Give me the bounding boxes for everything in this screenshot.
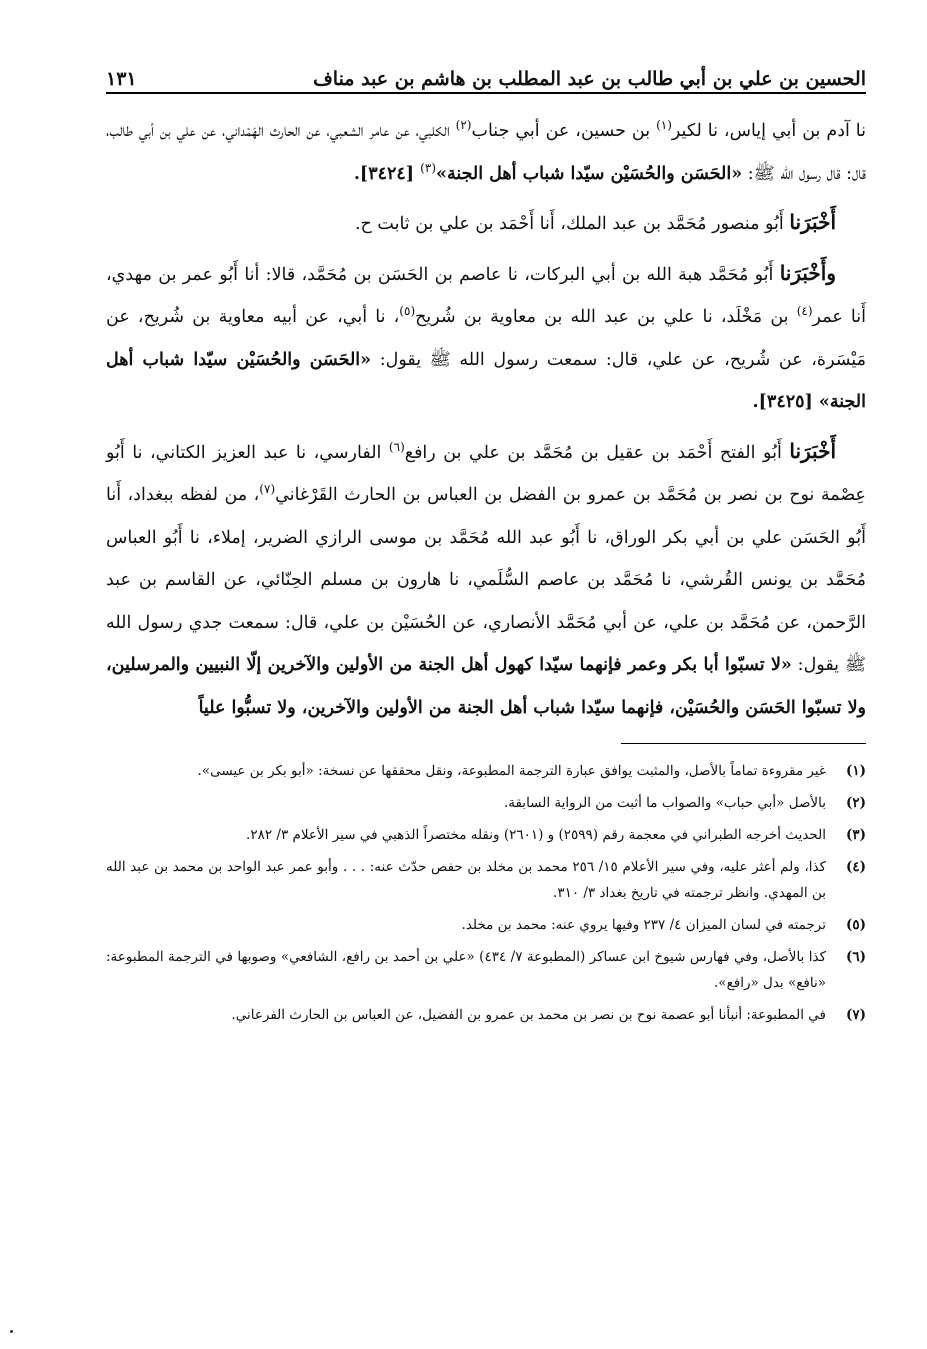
footnote-number: (٢) — [845, 795, 866, 811]
footnote-item — [106, 758, 866, 784]
footnotes — [106, 758, 866, 1028]
footnote-item — [106, 912, 866, 938]
footnote-ref-7[interactable]: (٧) — [259, 482, 276, 496]
text-run: بن حسين، عن أبي جناب — [471, 121, 657, 141]
footnote-divider — [621, 743, 866, 744]
footnote-item — [106, 790, 866, 816]
text-run: ، من لفظه ببغداد، أَنا أَبُو الحَسَن علي بن أبي بكر الوراق، نا أَبُو عبد الله مُحَمَّد بن موسى الرازي الضرير، إملاء، نا أَبُو العباس مُحَمَّد بن يونس القُرشي، نا مُحَمَّد بن عاصم السُّلَمي، نا هارون بن مسلم الحِنّائي، عن القاسم بن عبد الرَّحمن، عن مُحَمَّد بن علي، عن أبي مُحَمَّد الأنصاري، عن الحُسَيْن بن علي، قال: سمعت جدي رسول الله ﷺ يقول: — [106, 485, 866, 675]
paragraph-4 — [106, 430, 866, 730]
footnote-number: (٥) — [845, 917, 866, 933]
main-text — [106, 110, 866, 729]
footnote-text: في المطبوعة: أنبأنا أبو عصمة نوح بن نصر بن محمد بن عمرو بن الفضيل، عن العباس بن الحارث الفرعاني. — [231, 1007, 826, 1023]
footnote-ref-3[interactable]: (٣) — [420, 160, 436, 175]
keyword-akhbarana: أَخْبَرَنا — [789, 210, 836, 234]
text-run: أَبُو مُحَمَّد هبة الله بن أبي البركات، نا عاصم بن الحَسَن بن مُحَمَّد، قالا: أنا أَبُو عمر بن مهدي، أَنا عمر — [106, 264, 866, 327]
running-header — [106, 52, 866, 94]
keyword-wa-akhbarana: وأَخْبَرَنا — [779, 260, 836, 285]
footnote-text: كذا بالأصل، وفي فهارس شيوخ ابن عساكر (المطبوعة ٧/ ٤٣٤) «علي بن أحمد بن رافع، الشافعي» وصوبها في الترجمة المطبوعة: «نافع» بدل «رافع». — [106, 949, 826, 991]
footnote-number: (٧) — [845, 1007, 866, 1023]
text-run: ، نا أبي، عن أبيه معاوية بن شُريح، عن مَيْسَرة، عن شُريح، عن علي، قال: سمعت رسول الله ﷺ يقول: — [106, 307, 866, 370]
paragraph-1 — [106, 110, 866, 195]
text-run: الفارسي، نا عبد العزيز الكتاني، نا أَبُو عِصْمة نوح بن نصر بن مُحَمَّد بن عمرو بن الفضل بن العباس بن الحارث القَرْغاني — [106, 442, 866, 505]
scan-speck — [10, 1330, 13, 1333]
footnote-item — [106, 854, 866, 906]
footnote-text: غير مقروءة تماماً بالأصل، والمثبت يوافق عبارة الترجمة المطبوعة، ونقل محققها عن نسخة: «أبو بكر بن عيسى». — [197, 763, 826, 779]
hadith-number: [٣٤٢٤]. — [353, 163, 421, 184]
footnote-item — [106, 944, 866, 996]
text-run: نا آدم بن أبي إياس، نا لكير — [671, 121, 866, 141]
footnote-number: (٦) — [845, 949, 866, 965]
hadith-quote: «الحَسَن والحُسَيْن سيّدا شباب أهل الجنة» — [436, 163, 743, 184]
footnote-number: (٤) — [845, 859, 866, 875]
document-page — [106, 52, 866, 1034]
footnote-text: ترجمته في لسان الميزان ٤/ ٢٣٧ وفيها يروي عنه: محمد بن مخلد. — [461, 917, 826, 933]
footnote-item — [106, 822, 866, 848]
paragraph-2 — [106, 201, 866, 246]
page-number: ١٣١ — [106, 68, 137, 90]
text-run: الكلبي، عن عامر الشعبي، عن الحارث الهَمْداني، عن علي بن أبي طالب، قال: قال رسول الله ﷺ: — [106, 121, 866, 184]
footnote-text: بالأصل «أبي حباب» والصواب ما أثبت من الرواية السابقة. — [503, 795, 826, 811]
footnote-ref-4[interactable]: (٤) — [796, 304, 813, 318]
footnote-item — [106, 1002, 866, 1028]
footnote-ref-6[interactable]: (٦) — [388, 439, 405, 454]
hadith-quote: «لا تسبّوا أبا بكر وعمر فإنهما سيّدا كهول أهل الجنة من الأولين والآخرين إلّا النبيين والمرسلين، ولا تسبّوا الحَسَن والحُسَيْن، فإنهما سيّدا شباب أهل الجنة من الأولين والآخرين، ولا تسبُّوا علياً — [106, 655, 866, 718]
footnote-ref-5[interactable]: (٥) — [399, 304, 416, 318]
paragraph-3 — [106, 252, 866, 424]
footnote-ref-2[interactable]: (٢) — [455, 118, 472, 132]
footnote-text: كذا، ولم أعثر عليه، وفي سير الأعلام ١٥/ ٢٥٦ محمد بن مخلد بن حفص حدّث عنه: . . . وأبو عمر عبد الواحد بن محمد بن عبد الله بن المهدي. وانظر ترجمته في تاريخ بغداد ٣/ ٣١٠. — [106, 859, 826, 901]
footnote-ref-1[interactable]: (١) — [656, 118, 672, 132]
text-run: أَبُو منصور مُحَمَّد بن عبد الملك، أَنا أَحْمَد بن علي بن ثابت ح. — [354, 214, 790, 234]
keyword-akhbarana: أَخْبَرَنا — [789, 438, 836, 463]
text-run: أَبُو الفتح أَحْمَد بن عقيل بن مُحَمَّد بن علي بن رافع — [404, 442, 790, 463]
header-title: الحسين بن علي بن أبي طالب بن عبد المطلب بن هاشم بن عبد مناف — [313, 68, 866, 90]
footnote-text: الحديث أخرجه الطبراني في معجمة رقم (٢٥٩٩) و (٢٦٠١) ونقله مختصراً الذهبي في سير الأعلام ٣/ ٢٨٢. — [246, 827, 826, 843]
hadith-quote: «الحَسَن والحُسَيْن سيّدا شباب أهل الجنة» — [106, 349, 866, 412]
footnote-number: (١) — [845, 763, 866, 779]
text-run: بن مَخْلَد، نا علي بن عبد الله بن معاوية بن شُريح — [415, 307, 797, 327]
footnote-number: (٣) — [845, 827, 866, 843]
hadith-number: [٣٤٢٥]. — [752, 392, 819, 412]
